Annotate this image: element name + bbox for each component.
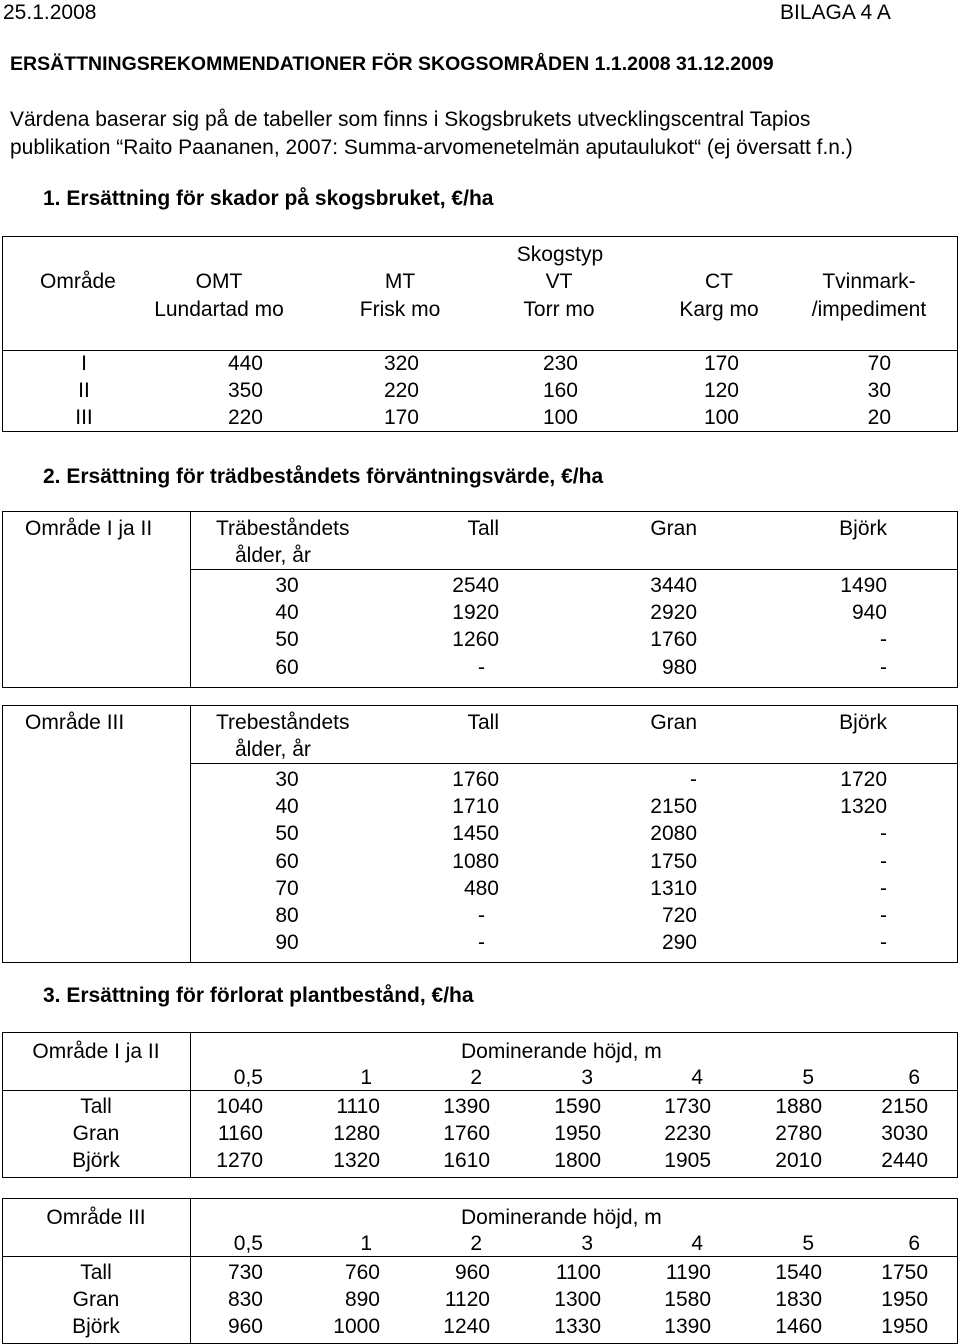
height-value: 4: [691, 1066, 703, 1089]
table-divider: [190, 706, 191, 962]
seedling-value: 890: [344, 1288, 380, 1311]
age-value: 90: [275, 931, 299, 955]
skogstyp-code: MT: [384, 270, 416, 293]
seedling-value: 1905: [664, 1149, 711, 1172]
forecast-value: 480: [463, 876, 499, 900]
seedling-value: 1040: [216, 1095, 263, 1118]
skogstyp-name: /impediment: [811, 298, 927, 321]
forecast-value: -: [880, 876, 887, 900]
seedling-value: 2780: [775, 1122, 822, 1145]
age-header-unit: ålder, år: [235, 738, 311, 761]
seedling-value: 1830: [775, 1288, 822, 1311]
height-value: 2: [470, 1066, 482, 1089]
damage-value: 100: [703, 406, 739, 429]
skogstyp-code: OMT: [195, 270, 243, 293]
seedling-value: 1950: [554, 1122, 601, 1145]
appendix-label: BILAGA 4 A: [780, 1, 891, 24]
seedling-value: 1330: [554, 1315, 601, 1338]
damage-value: 220: [227, 406, 263, 429]
height-value: 1: [360, 1232, 372, 1255]
section3-heading: 3. Ersättning för förlorat plantbestånd, €/ha: [43, 984, 474, 1007]
seedling-value: 3030: [881, 1122, 928, 1145]
seedling-value: 1190: [665, 1261, 711, 1284]
skogstyp-code: VT: [545, 270, 573, 293]
forecast-value: 1750: [650, 849, 697, 873]
forecast-value: 1320: [840, 795, 887, 819]
height-value: 2: [470, 1232, 482, 1255]
area-label: Område III: [25, 711, 125, 734]
table-divider: [190, 569, 957, 570]
age-value: 60: [275, 655, 299, 679]
seedling-value: 2230: [664, 1122, 711, 1145]
seedling-value: 1760: [443, 1122, 490, 1145]
seedling-value: 2440: [881, 1149, 928, 1172]
forecast-value: -: [880, 849, 887, 873]
species-header: Gran: [650, 711, 697, 734]
forecast-value: 2080: [650, 822, 697, 846]
seedling-value: 1300: [554, 1288, 601, 1311]
species-header: Björk: [839, 517, 887, 540]
forecast-value: -: [880, 904, 887, 927]
age-value: 30: [275, 768, 299, 791]
table-divider: [3, 1256, 957, 1257]
seedling-value: 1270: [216, 1149, 263, 1172]
skogstyp-code: Tvinmark-: [822, 270, 916, 293]
skogstyp-code: CT: [705, 270, 733, 293]
damage-value: 30: [867, 379, 891, 402]
forecast-value: 1260: [452, 628, 499, 652]
intro-line-2: publikation “Raito Paananen, 2007: Summa-arvomenetelmän aputaulukot“ (ej översatt f.n.): [10, 136, 853, 159]
damage-value: 440: [227, 352, 263, 375]
damage-value: 320: [383, 352, 419, 375]
seedling-value: 1390: [664, 1315, 711, 1338]
damage-value: 170: [383, 406, 419, 429]
forecast-value: 1760: [650, 628, 697, 652]
seedling-value: 730: [227, 1261, 263, 1284]
forecast-value: 3440: [650, 574, 697, 597]
species-label: Björk: [72, 1315, 120, 1338]
seedling-value: 1590: [554, 1095, 601, 1118]
seedling-value: 1100: [555, 1261, 601, 1284]
section1-heading: 1. Ersättning för skador på skogsbruket, €/ha: [43, 187, 494, 210]
age-header: Träbeståndets: [216, 517, 350, 540]
intro-line-1: Värdena baserar sig på de tabeller som finns i Skogsbrukets utvecklingscentral Tapios: [10, 108, 811, 131]
age-value: 40: [275, 601, 299, 625]
area-label: Område I ja II: [32, 1040, 160, 1063]
seedling-value: 1110: [336, 1095, 380, 1118]
age-value: 50: [275, 628, 299, 652]
age-header: Trebeståndets: [216, 711, 350, 734]
height-value: 5: [802, 1066, 814, 1089]
seedling-value: 1730: [664, 1095, 711, 1118]
species-header: Björk: [839, 711, 887, 734]
forecast-value: 1720: [840, 768, 887, 791]
seedling-value: 1950: [881, 1315, 928, 1338]
document-title: ERSÄTTNINGSREKOMMENDATIONER FÖR SKOGSOMRÅDEN 1.1.2008 31.12.2009: [10, 53, 774, 75]
damage-value: 100: [542, 406, 578, 429]
forecast-value: -: [478, 904, 485, 927]
area-label: Område I ja II: [25, 517, 153, 540]
table-divider: [3, 350, 957, 351]
forecast-value: 2150: [650, 795, 697, 819]
table-divider: [3, 1090, 957, 1091]
seedling-value: 960: [227, 1315, 263, 1338]
section1-skogstyp-header: Skogstyp: [516, 243, 604, 266]
height-value: 0,5: [233, 1232, 263, 1255]
damage-value: 160: [542, 379, 578, 402]
species-header: Tall: [467, 517, 499, 540]
section1-area-header: Område: [40, 270, 116, 293]
seedling-value: 2010: [775, 1149, 822, 1172]
seedling-value: 1580: [664, 1288, 711, 1311]
age-header-unit: ålder, år: [235, 544, 311, 567]
damage-value: 120: [703, 379, 739, 402]
age-value: 60: [275, 849, 299, 873]
forecast-value: -: [478, 931, 485, 955]
forecast-value: 1080: [452, 849, 499, 873]
forecast-value: -: [880, 931, 887, 955]
height-value: 6: [908, 1066, 920, 1089]
seedling-value: 1880: [775, 1095, 822, 1118]
forecast-value: -: [478, 655, 485, 679]
section2-heading: 2. Ersättning för trädbeståndets förväntningsvärde, €/ha: [43, 465, 604, 488]
seedling-value: 1390: [443, 1095, 490, 1118]
damage-value: 20: [867, 406, 891, 429]
height-value: 3: [581, 1232, 593, 1255]
forecast-value: -: [880, 822, 887, 846]
forecast-value: 1490: [840, 574, 887, 597]
seedling-value: 960: [454, 1261, 490, 1284]
seedling-value: 2150: [881, 1095, 928, 1118]
forecast-value: 2920: [650, 601, 697, 625]
area-label: I: [81, 352, 87, 375]
seedling-value: 830: [227, 1288, 263, 1311]
age-value: 40: [275, 795, 299, 819]
height-value: 6: [908, 1232, 920, 1255]
height-value: 4: [691, 1232, 703, 1255]
seedling-value: 760: [344, 1261, 380, 1284]
species-label: Tall: [80, 1095, 112, 1118]
seedling-value: 1540: [775, 1261, 822, 1284]
age-value: 70: [275, 876, 299, 900]
skogstyp-name: Torr mo: [523, 298, 595, 321]
species-label: Björk: [72, 1149, 120, 1172]
seedling-value: 1160: [217, 1122, 263, 1145]
forecast-value: 980: [661, 655, 697, 679]
damage-value: 230: [542, 352, 578, 375]
document-date: 25.1.2008: [3, 1, 97, 24]
forecast-value: 1710: [452, 795, 499, 819]
species-header: Gran: [650, 517, 697, 540]
species-header: Tall: [467, 711, 499, 734]
skogstyp-name: Lundartad mo: [154, 298, 284, 321]
height-value: 5: [802, 1232, 814, 1255]
forecast-value: 1450: [452, 822, 499, 846]
seedling-value: 1120: [444, 1288, 490, 1311]
area-label: III: [75, 406, 93, 429]
forecast-value: -: [880, 628, 887, 652]
table-divider: [190, 512, 191, 687]
forecast-value: 290: [661, 931, 697, 955]
species-label: Gran: [72, 1288, 120, 1311]
seedling-value: 1280: [333, 1122, 380, 1145]
skogstyp-name: Karg mo: [679, 298, 759, 321]
forecast-value: -: [690, 768, 697, 791]
forecast-value: -: [880, 655, 887, 679]
seedling-value: 1800: [554, 1149, 601, 1172]
age-value: 50: [275, 822, 299, 846]
area-label: II: [78, 379, 90, 402]
age-value: 30: [275, 574, 299, 597]
height-value: 1: [360, 1066, 372, 1089]
height-value: 3: [581, 1066, 593, 1089]
height-value: 0,5: [233, 1066, 263, 1089]
damage-value: 70: [867, 352, 891, 375]
seedling-value: 1950: [881, 1288, 928, 1311]
section1-table: [2, 236, 958, 432]
height-header: Dominerande höjd, m: [461, 1040, 662, 1063]
forecast-value: 1760: [452, 768, 499, 791]
area-label: Område III: [46, 1206, 146, 1229]
seedling-value: 1240: [443, 1315, 490, 1338]
damage-value: 220: [383, 379, 419, 402]
seedling-value: 1750: [881, 1261, 928, 1284]
height-header: Dominerande höjd, m: [461, 1206, 662, 1229]
forecast-value: 940: [851, 601, 887, 625]
age-value: 80: [275, 904, 299, 927]
forecast-value: 1310: [650, 876, 697, 900]
forecast-value: 1920: [452, 601, 499, 625]
seedling-value: 1610: [443, 1149, 490, 1172]
skogstyp-name: Frisk mo: [359, 298, 441, 321]
damage-value: 350: [227, 379, 263, 402]
species-label: Gran: [72, 1122, 120, 1145]
damage-value: 170: [703, 352, 739, 375]
forecast-value: 720: [661, 904, 697, 927]
seedling-value: 1460: [775, 1315, 822, 1338]
forecast-value: 2540: [452, 574, 499, 597]
table-divider: [190, 763, 957, 764]
seedling-value: 1320: [333, 1149, 380, 1172]
seedling-value: 1000: [333, 1315, 380, 1338]
species-label: Tall: [80, 1261, 112, 1284]
